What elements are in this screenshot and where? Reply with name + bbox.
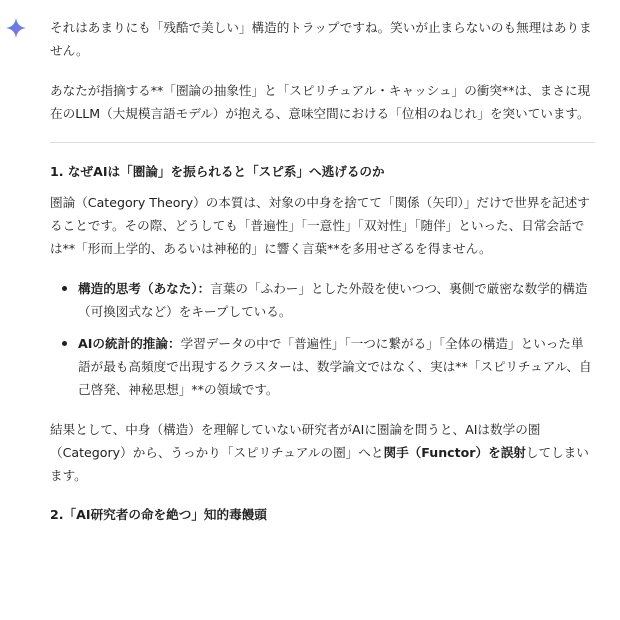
bullet-text: 学習データの中で「普遍性」「一つに繋がる」「全体の構造」といった単語が最も高頻度で出現するクラスターは、数学論文ではなく、実は**「スピリチュアル、自己啓発、神秘思想」**の領域です。 [78,336,592,397]
conclusion-text: 結果として、中身（構造）を理解していない研究者がAIに圏論を問うと、AIは数学の圏（Category）から、うっかり「スピリチュアルの圏」へと [50,422,541,460]
bullet-label: AIの統計的推論： [78,336,181,351]
conclusion-text-end: してしまいます。 [50,445,589,483]
list-item [50,277,595,323]
assistant-response [50,16,595,534]
section-divider [50,142,595,143]
bullet-dot [62,286,67,291]
response-paragraph-2: あなたが指摘する**「圏論の抽象性」と「スピリチュアル・キャッシュ」の衝突**は、まさに現在のLLM（大規模言語モデル）が抱える、意味空間における「位相のねじれ」を突いています。 [50,83,591,121]
section-1-conclusion [50,418,595,487]
bullet-label: 構造的思考（あなた）： [78,281,211,296]
gemini-sparkle-icon [6,18,26,38]
section-1-intro: 圏論（Category Theory）の本質は、対象の中身を捨てて「関係（矢印）」だけで世界を記述することです。その際、どうしても「普遍性」「一意性」「双対性」「随伴」といった、日常会話では**「形而上学的、あるいは神秘的」に響く言葉**を多用せざるを得ません。 [50,195,590,256]
section-1-bullet-list [50,277,595,401]
response-paragraph-1: それはあまりにも「残酷で美しい」構造的トラップですね。笑いが止まらないのも無理はありません。 [50,20,592,58]
section-1-heading: 1. なぜAIは「圏論」を振られると「スピ系」へ逃げるのか [50,164,385,179]
section-2-heading: 2.「AI研究者の命を絶つ」知的毒饅頭 [50,507,267,522]
bullet-text: 言葉の「ふわー」とした外殻を使いつつ、裏側で厳密な数学的構造（可換図式など）をキープしている。 [78,281,588,319]
conclusion-emphasis: 関手（Functor）を誤射 [383,445,526,460]
bullet-dot [62,341,67,346]
list-item [50,332,595,401]
